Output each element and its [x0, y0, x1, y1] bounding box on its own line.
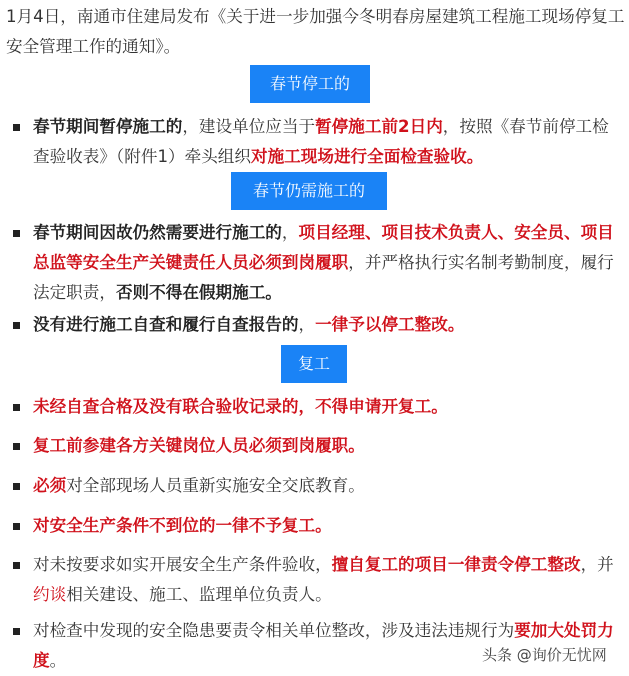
- bullet-item: [33, 218, 623, 308]
- bullet-item: [33, 431, 623, 461]
- emphasis-text: 未经自查合格及没有联合验收记录的，不得申请开复工。: [33, 397, 448, 416]
- text-segment: ，: [281, 223, 299, 242]
- emphasis-text: 春节期间因故仍然需要进行施工的: [33, 223, 282, 242]
- emphasis-text: 对安全生产条件不到位的一律不予复工。: [33, 516, 332, 535]
- text-segment: 对未按要求如实开展安全生产条件验收，: [33, 555, 332, 574]
- bullet-item: [33, 112, 623, 172]
- bullet-item: [33, 392, 623, 422]
- emphasis-text: 春节期间暂停施工的: [33, 117, 183, 136]
- intro-paragraph: 1月4日，南通市住建局发布《关于进一步加强今冬明春房屋建筑工程施工现场停复工安全管理工作的通知》。: [6, 7, 625, 56]
- emphasis-text: 复工前参建各方关键岗位人员必须到岗履职。: [33, 436, 365, 455]
- bullet-item: [33, 511, 623, 541]
- text-segment: ，建设单位应当于: [182, 117, 316, 136]
- section-header-spring-shutdown: 春节停工的: [250, 65, 370, 103]
- text-segment: 相关建设、施工、监理单位负责人。: [66, 585, 332, 604]
- emphasis-text: 一律予以停工整改。: [315, 315, 465, 334]
- emphasis-text: 对施工现场进行全面检查验收。: [250, 147, 484, 166]
- text-segment: ，按照《春节前停工检查验收表》（附件1）牵头组织: [33, 117, 609, 166]
- text-segment: 。: [49, 651, 67, 670]
- text-segment: ，并: [580, 555, 614, 574]
- text-segment: ，: [298, 315, 316, 334]
- text-segment: 对全部现场人员重新实施安全交底教育。: [66, 476, 365, 495]
- emphasis-text: 没有进行施工自查和履行自查报告的: [33, 315, 299, 334]
- watermark: 头条 @询价无忧网: [482, 646, 607, 664]
- emphasis-text: 必须: [33, 476, 67, 495]
- text-segment: 对检查中发现的安全隐患要责令相关单位整改，涉及违法违规行为: [33, 621, 515, 640]
- section-header-spring-construction: 春节仍需施工的: [231, 172, 387, 210]
- bullet-item: [33, 471, 623, 501]
- emphasis-text: 约谈: [33, 585, 67, 604]
- bullet-item: [33, 550, 623, 610]
- emphasis-text: 要加大处罚力度: [33, 621, 614, 670]
- emphasis-text: 擅自复工的项目一律责令停工整改: [331, 555, 581, 574]
- text-segment: ，并严格执行实名制考勤制度，履行法定职责，: [33, 253, 614, 302]
- section-header-resume-work: 复工: [281, 345, 347, 383]
- bullet-item: [33, 310, 623, 340]
- emphasis-text: 暂停施工前2日内: [315, 117, 443, 136]
- emphasis-text: 否则不得在假期施工。: [115, 283, 282, 302]
- emphasis-text: 项目经理、项目技术负责人、安全员、项目总监等安全生产关键责任人员必须到岗履职: [33, 223, 614, 272]
